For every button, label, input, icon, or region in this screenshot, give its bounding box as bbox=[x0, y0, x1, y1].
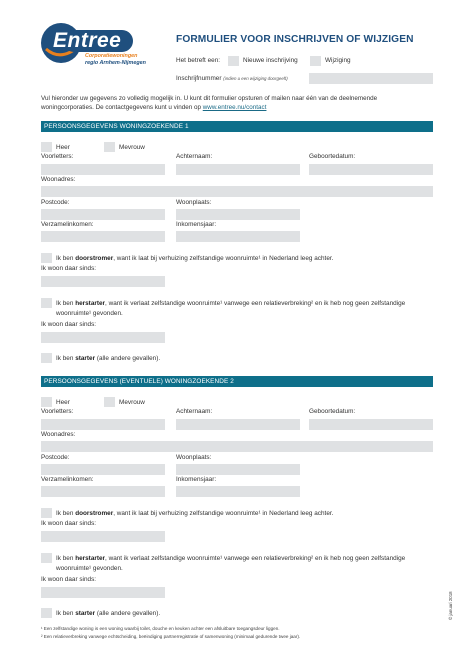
mevrouw-label: Mevrouw bbox=[119, 399, 145, 406]
change-label: Wijziging bbox=[325, 57, 351, 64]
heer-checkbox[interactable] bbox=[41, 142, 52, 152]
intro-line2-text: woningcorporaties. De contactgegevens kunt u vinden op bbox=[41, 104, 203, 111]
doorstromer-pre: Ik ben bbox=[56, 255, 76, 262]
contact-link[interactable]: www.entree.nu/contact bbox=[202, 104, 267, 111]
form-title: FORMULIER VOOR INSCHRIJVEN OF WIJZIGEN bbox=[176, 34, 414, 45]
geboortedatum-label: Geboortedatum: bbox=[309, 153, 356, 160]
mevrouw-checkbox[interactable] bbox=[104, 142, 115, 152]
starter-text bbox=[56, 611, 160, 617]
postcode-field[interactable] bbox=[41, 464, 165, 475]
section-heading: PERSOONSGEGEVENS WONINGZOEKENDE 1 bbox=[44, 123, 189, 130]
achternaam-field[interactable] bbox=[176, 164, 300, 175]
achternaam-label: Achternaam: bbox=[176, 408, 213, 415]
woon-sinds-field-1[interactable] bbox=[41, 531, 165, 542]
postcode-label: Postcode: bbox=[41, 199, 70, 206]
voorletters-field[interactable] bbox=[41, 164, 165, 175]
woon-sinds-label-2: Ik woon daar sinds: bbox=[41, 321, 97, 328]
logo-sub2: regio Arnhem-Nijmegen bbox=[85, 60, 146, 66]
doorstromer-text bbox=[56, 256, 333, 262]
herstarter-post: , want ik verlaat zelfstandige woonruimte¹ vanwege een relatieverbreking² en ik heb nog geen zelfstandige bbox=[105, 300, 406, 307]
herstarter-post: , want ik verlaat zelfstandige woonruimte¹ vanwege een relatieverbreking² en ik heb nog geen zelfstandige bbox=[105, 555, 406, 562]
inschrijfnummer-hint: (indien u een wijziging doorgeeft) bbox=[223, 76, 288, 81]
new-registration-checkbox[interactable] bbox=[228, 56, 239, 66]
herstarter-line2: woonruimte¹ gevonden. bbox=[56, 565, 123, 572]
verzamelinkomen-field[interactable] bbox=[41, 231, 165, 242]
woon-sinds-label-2: Ik woon daar sinds: bbox=[41, 576, 97, 583]
starter-bold: starter bbox=[75, 355, 96, 362]
geboortedatum-label: Geboortedatum: bbox=[309, 408, 356, 415]
woonadres-label: Woonadres: bbox=[41, 176, 76, 183]
herstarter-pre: Ik ben bbox=[56, 555, 76, 562]
herstarter-checkbox[interactable] bbox=[41, 298, 52, 308]
section-heading-bar bbox=[41, 121, 433, 132]
doorstromer-pre: Ik ben bbox=[56, 510, 76, 517]
doorstromer-checkbox[interactable] bbox=[41, 253, 52, 263]
woon-sinds-field-2[interactable] bbox=[41, 587, 165, 598]
woonplaats-label: Woonplaats: bbox=[176, 454, 212, 461]
inkomensjaar-label: Inkomensjaar: bbox=[176, 221, 217, 228]
woonadres-field[interactable] bbox=[41, 186, 433, 197]
footnote-1: ¹ Een zelfstandige woning is een woning waarbij toilet, douche en keuken achter een afsluitbare toegangsdeur liggen. bbox=[41, 626, 280, 631]
starter-bold: starter bbox=[75, 610, 96, 617]
geboortedatum-field[interactable] bbox=[309, 164, 433, 175]
woonplaats-field[interactable] bbox=[176, 209, 300, 220]
heer-label: Heer bbox=[56, 144, 70, 151]
intro-line2 bbox=[41, 105, 266, 111]
footnote-2: ² Een relatieverbreking vanwege echtscheiding, beëindiging partnerregistratie of samenwoning (minimaal gedurende twee jaar). bbox=[41, 634, 301, 639]
starter-checkbox[interactable] bbox=[41, 353, 52, 363]
woonplaats-field[interactable] bbox=[176, 464, 300, 475]
woonplaats-label: Woonplaats: bbox=[176, 199, 212, 206]
entree-logo bbox=[41, 22, 159, 72]
copyright-note: © januari 2018 bbox=[448, 591, 453, 620]
voorletters-label: Voorletters: bbox=[41, 408, 74, 415]
inkomensjaar-field[interactable] bbox=[176, 231, 300, 242]
herstarter-bold: herstarter bbox=[75, 555, 106, 562]
betreft-label: Het betreft een: bbox=[176, 57, 221, 64]
intro-line1: Vul hieronder uw gegevens zo volledig mogelijk in. U kunt dit formulier opsturen of mailen naar één van de deelnemende bbox=[41, 95, 378, 102]
woon-sinds-field-2[interactable] bbox=[41, 332, 165, 343]
herstarter-bold: herstarter bbox=[75, 300, 106, 307]
voorletters-label: Voorletters: bbox=[41, 153, 74, 160]
voorletters-field[interactable] bbox=[41, 419, 165, 430]
doorstromer-text bbox=[56, 511, 333, 517]
inschrijfnummer-text: Inschrijfnummer bbox=[176, 75, 222, 82]
woon-sinds-label-1: Ik woon daar sinds: bbox=[41, 520, 97, 527]
herstarter-checkbox[interactable] bbox=[41, 553, 52, 563]
starter-checkbox[interactable] bbox=[41, 608, 52, 618]
doorstromer-checkbox[interactable] bbox=[41, 508, 52, 518]
logo-brand: Entree bbox=[53, 29, 122, 52]
achternaam-label: Achternaam: bbox=[176, 153, 213, 160]
doorstromer-post: , want ik laat bij verhuizing zelfstandige woonruimte¹ in Nederland leeg achter. bbox=[113, 510, 334, 517]
doorstromer-bold: doorstromer bbox=[75, 255, 114, 262]
starter-text bbox=[56, 356, 160, 362]
doorstromer-bold: doorstromer bbox=[75, 510, 114, 517]
inschrijfnummer-label bbox=[176, 76, 288, 82]
woonadres-field[interactable] bbox=[41, 441, 433, 452]
section-heading-bar bbox=[41, 376, 433, 387]
starter-post: (alle andere gevallen). bbox=[95, 610, 161, 617]
herstarter-text bbox=[56, 556, 405, 562]
herstarter-text bbox=[56, 301, 405, 307]
mevrouw-checkbox[interactable] bbox=[104, 397, 115, 407]
heer-checkbox[interactable] bbox=[41, 397, 52, 407]
woon-sinds-label-1: Ik woon daar sinds: bbox=[41, 265, 97, 272]
starter-pre: Ik ben bbox=[56, 610, 76, 617]
inkomensjaar-label: Inkomensjaar: bbox=[176, 476, 217, 483]
starter-pre: Ik ben bbox=[56, 355, 76, 362]
starter-post: (alle andere gevallen). bbox=[95, 355, 161, 362]
geboortedatum-field[interactable] bbox=[309, 419, 433, 430]
doorstromer-post: , want ik laat bij verhuizing zelfstandige woonruimte¹ in Nederland leeg achter. bbox=[113, 255, 334, 262]
woon-sinds-field-1[interactable] bbox=[41, 276, 165, 287]
verzamelinkomen-label: Verzamelinkomen: bbox=[41, 476, 94, 483]
new-registration-label: Nieuwe inschrijving bbox=[243, 57, 298, 64]
verzamelinkomen-field[interactable] bbox=[41, 486, 165, 497]
woonadres-label: Woonadres: bbox=[41, 431, 76, 438]
change-checkbox[interactable] bbox=[310, 56, 321, 66]
postcode-label: Postcode: bbox=[41, 454, 70, 461]
section-heading: PERSOONSGEGEVENS (EVENTUELE) WONINGZOEKENDE 2 bbox=[44, 378, 234, 385]
inkomensjaar-field[interactable] bbox=[176, 486, 300, 497]
inschrijfnummer-field[interactable] bbox=[309, 73, 433, 84]
herstarter-pre: Ik ben bbox=[56, 300, 76, 307]
mevrouw-label: Mevrouw bbox=[119, 144, 145, 151]
verzamelinkomen-label: Verzamelinkomen: bbox=[41, 221, 94, 228]
achternaam-field[interactable] bbox=[176, 419, 300, 430]
herstarter-line2: woonruimte¹ gevonden. bbox=[56, 310, 123, 317]
heer-label: Heer bbox=[56, 399, 70, 406]
logo-sub1: Corporatiewoningen bbox=[85, 53, 138, 59]
postcode-field[interactable] bbox=[41, 209, 165, 220]
